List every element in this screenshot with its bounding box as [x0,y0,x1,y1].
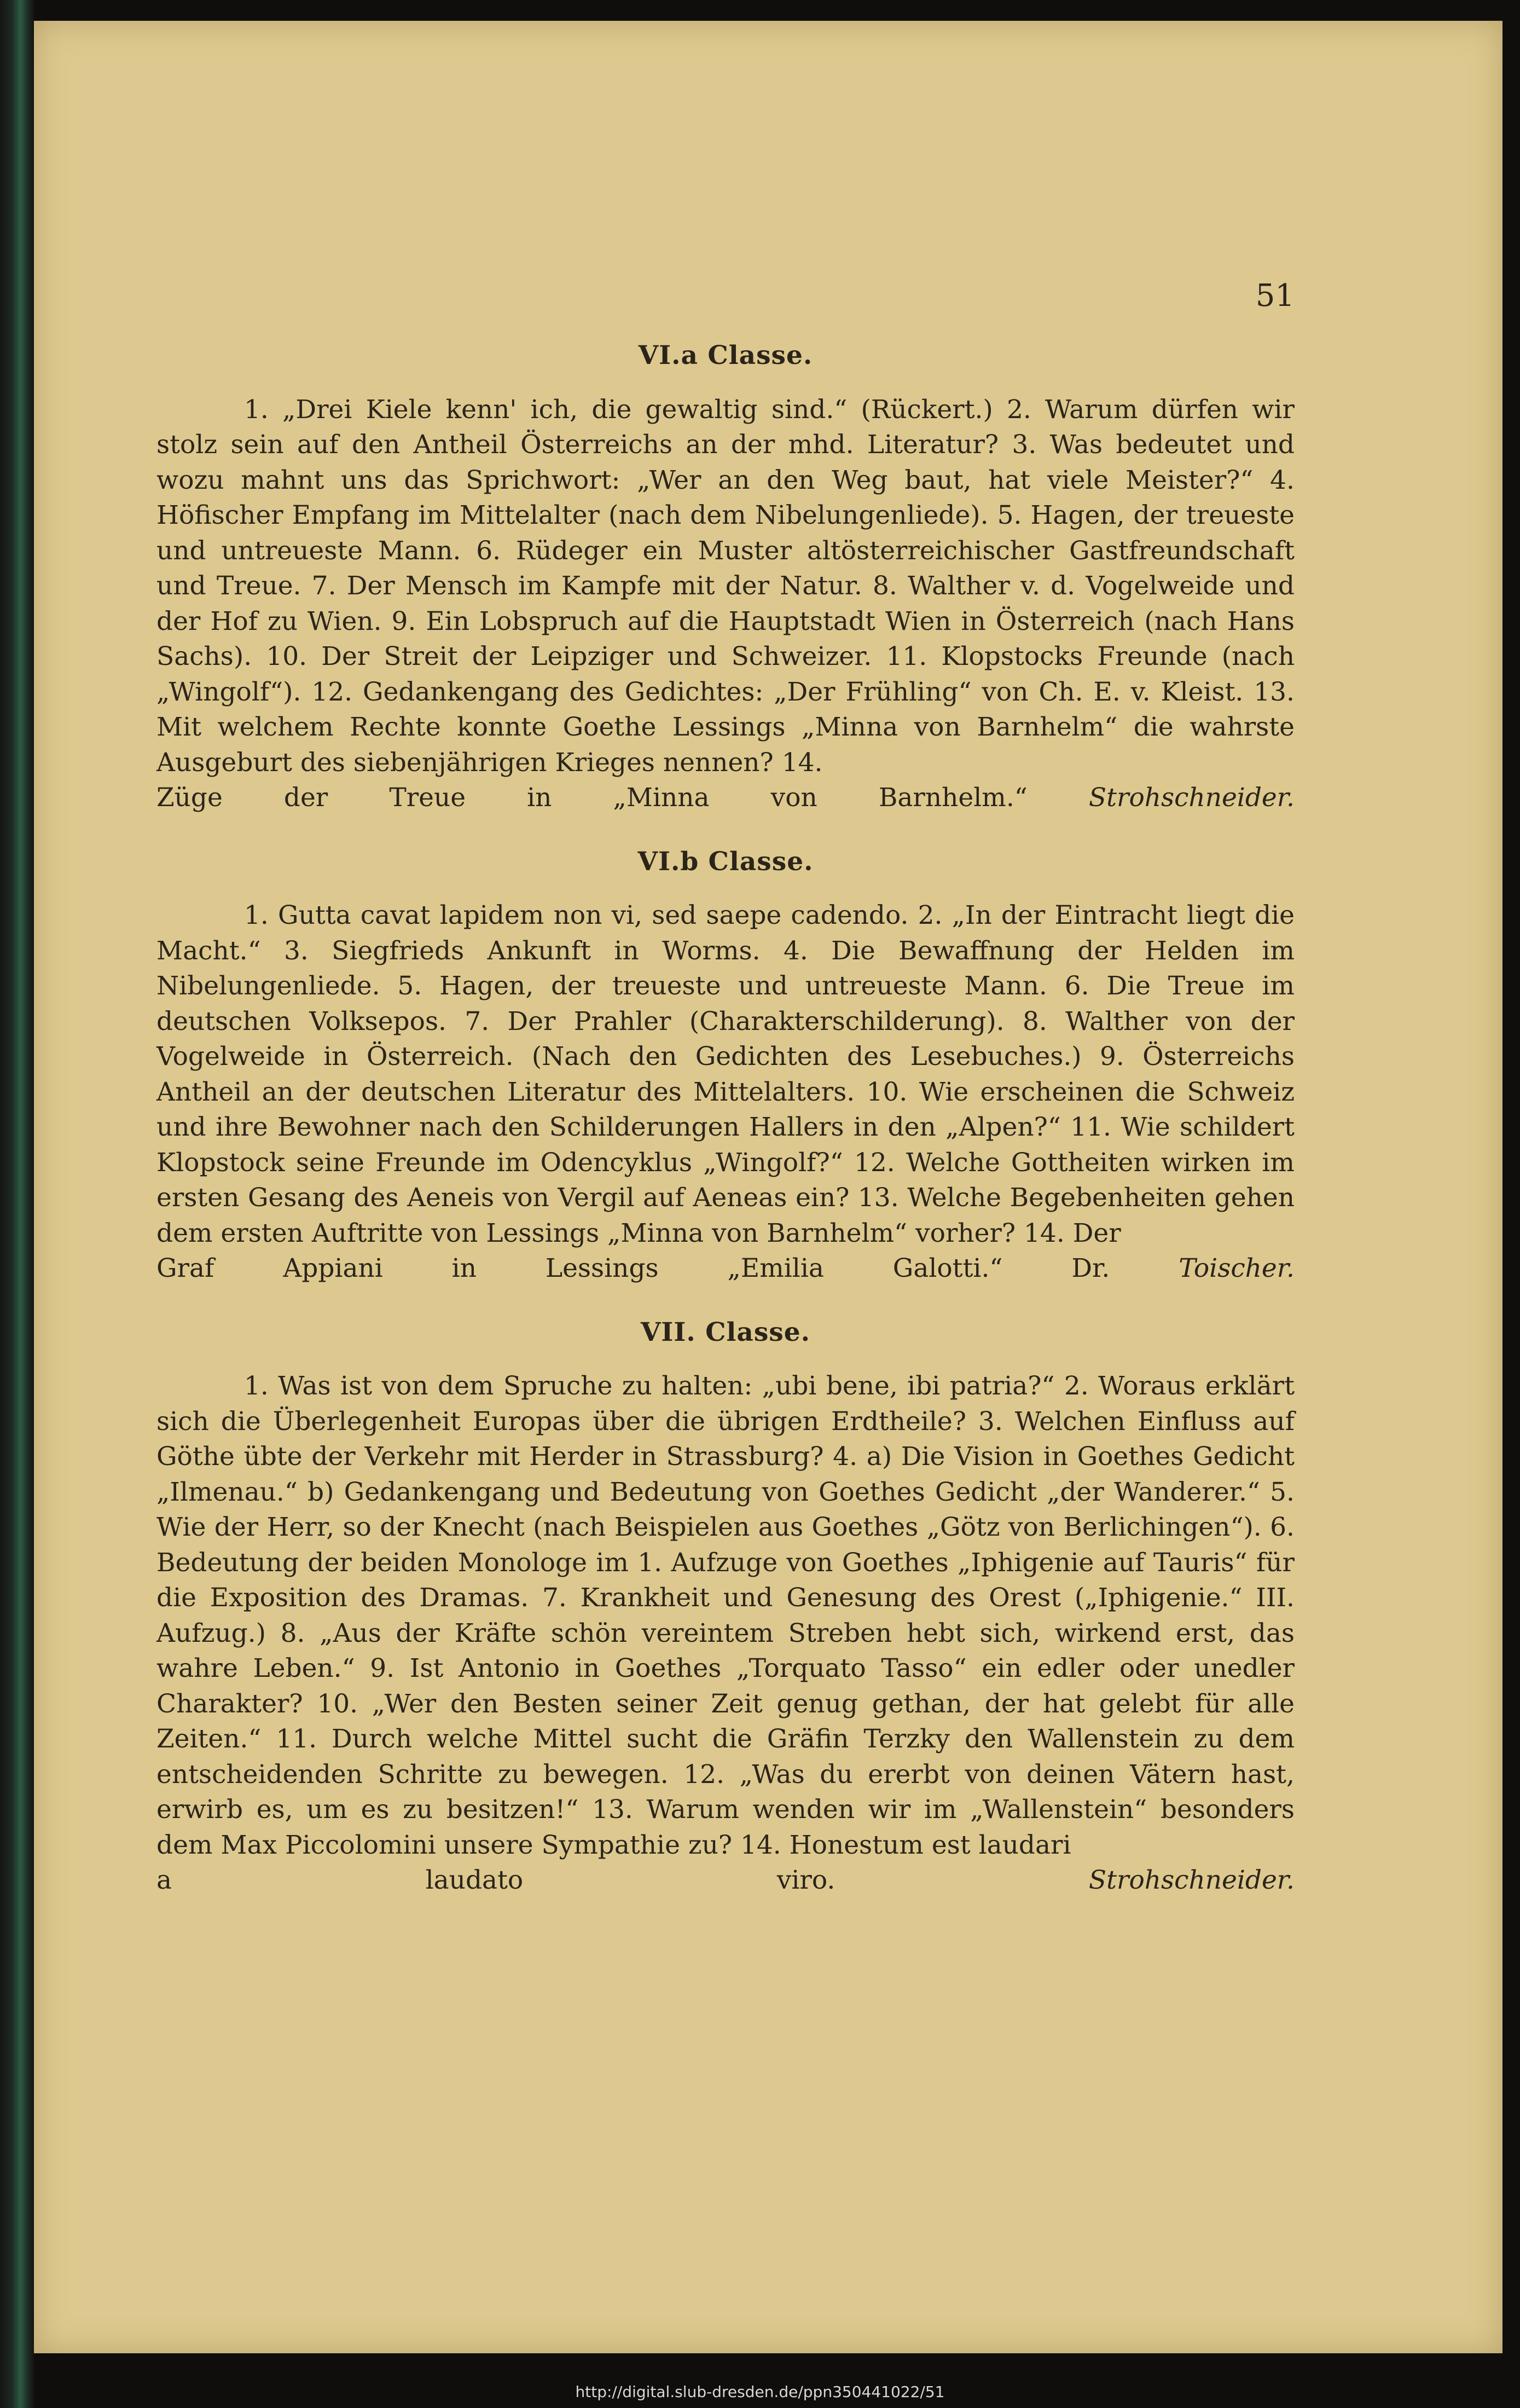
signature-name: Strohschneider. [1088,783,1295,813]
section-paragraph: 1. Gutta cavat lapidem non vi, sed saepe cadendo. 2. „In der Eintracht liegt die Macht.“ 3. Siegfrieds Ankunft in Worms. 4. Die Bewaffnung der Helden im Nibelungenliede. 5. Hagen, der treueste und untreueste Mann. 6. Die Treue im deutschen Volksepos. 7. Der Prahler (Charakterschilderung). 8. Walther von der Vogelweide in Österreich. (Nach den Gedichten des Lesebuches.) 9. Österreichs Antheil an der deutschen Literatur des Mittelalters. 10. Wie erscheinen die Schweiz und ihre Bewohner nach den Schilderungen Hallers in den „Alpen?“ 11. Wie schildert Klopstock seine Freunde im Odencyklus „Wingolf?“ 12. Welche Gottheiten wirken im ersten Gesang des Aeneis von Vergil auf Aeneas ein? 13. Welche Begebenheiten gehen dem ersten Auftritte von Lessings „Minna von Barnhelm“ vorher? 14. Der [156,900,1295,1248]
book-spine-edge [0,0,34,2408]
signature-line [156,1251,1295,1287]
author-signature [1089,1865,1295,1895]
section-heading: VI.a Classe. [638,340,813,371]
text-block [156,262,1295,1898]
author-signature [1089,783,1295,813]
last-line-text: Graf Appiani in Lessings „Emilia Galotti.“ [156,1253,1003,1283]
section-vii [156,1315,1295,1898]
last-line-text: Züge der Treue in „Minna von Barnhelm.“ [156,783,1028,813]
last-line-text: a laudato viro. [156,1865,836,1895]
section-vi-b [156,844,1295,1287]
signature-line [156,780,1295,816]
author-signature [1071,1253,1295,1283]
signature-name: Toischer. [1179,1253,1295,1283]
section-paragraph: 1. Was ist von dem Spruche zu halten: „ubi bene, ibi patria?“ 2. Woraus erklärt sich die Überlegenheit Europas über die übrigen Erdtheile? 3. Welchen Einfluss auf Göthe übte der Verkehr mit Herder in Strassburg? 4. a) Die Vision in Goethes Gedicht „Ilmenau.“ b) Gedankengang und Bedeutung von Goethes Gedicht „der Wanderer.“ 5. Wie der Herr, so der Knecht (nach Beispielen aus Goethes „Götz von Berlichingen“). 6. Bedeutung der beiden Monologe im 1. Aufzuge von Goethes „Iphigenie auf Tauris“ für die Exposition des Dramas. 7. Krankheit und Genesung des Orest („Iphigenie.“ III. Aufzug.) 8. „Aus der Kräfte schön vereintem Streben hebt sich, wirkend erst, das wahre Leben.“ 9. Ist Antonio in Goethes „Torquato Tasso“ ein edler oder unedler Charakter? 10. „Wer den Besten seiner Zeit genug gethan, der hat gelebt für alle Zeiten.“ 11. Durch welche Mittel sucht die Gräfin Terzky den Wallenstein zu dem entscheidenden Schritte zu bewegen. 12. „Was du ererbt von deinen Vätern hast, erwirb es, um es zu besitzen!“ 13. Warum wenden wir im „Wallenstein“ besonders dem Max Piccolomini unsere Sympathie zu? 14. Honestum est laudari [156,1371,1295,1860]
source-url-footer: http://digital.slub-dresden.de/ppn350441022/51 [575,2383,945,2401]
signature-name: Strohschneider. [1088,1865,1295,1895]
section-heading: VII. Classe. [640,1317,811,1347]
signature-line [156,1863,1295,1898]
section-vi-a [156,338,1295,816]
paper-page [34,21,1502,2353]
signature-prefix: Dr. [1071,1253,1110,1283]
section-heading: VI.b Classe. [637,846,814,877]
section-paragraph: 1. „Drei Kiele kenn' ich, die gewaltig sind.“ (Rückert.) 2. Warum dürfen wir stolz sein auf den Antheil Österreichs an der mhd. Literatur? 3. Was bedeutet und wozu mahnt uns das Sprichwort: „Wer an den Weg baut, hat viele Meister?“ 4. Höfischer Empfang im Mittelalter (nach dem Nibelungenliede). 5. Hagen, der treueste und untreueste Mann. 6. Rüdeger ein Muster altösterreichischer Gastfreundschaft und Treue. 7. Der Mensch im Kampfe mit der Natur. 8. Walther v. d. Vogelweide und der Hof zu Wien. 9. Ein Lobspruch auf die Hauptstadt Wien in Österreich (nach Hans Sachs). 10. Der Streit der Leipziger und Schweizer. 11. Klopstocks Freunde (nach „Wingolf“). 12. Gedankengang des Gedichtes: „Der Frühling“ von Ch. E. v. Kleist. 13. Mit welchem Rechte konnte Goethe Lessings „Minna von Barnhelm“ die wahrste Ausgeburt des siebenjährigen Krieges nennen? 14. [156,394,1295,778]
page-number: 51 [1255,278,1295,314]
